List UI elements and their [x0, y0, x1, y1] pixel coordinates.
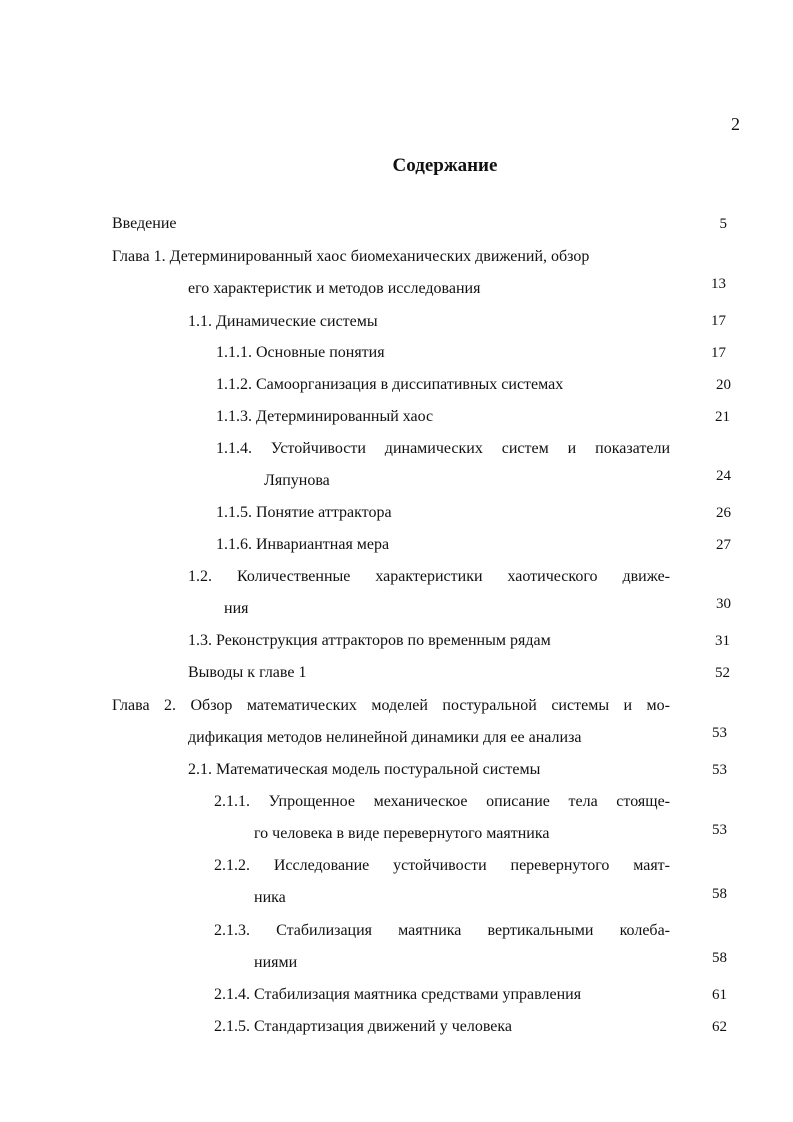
- toc-page-1-2: 30: [716, 596, 731, 612]
- toc-entry-1-1-6: 1.1.6. Инвариантная мера: [216, 536, 390, 553]
- toc-page-2-1: 53: [712, 762, 727, 778]
- toc-entry-chapter-1: Глава 1. Детерминированный хаос биомеханических движений, обзор: [112, 248, 590, 265]
- toc-page-1-1-1: 17: [711, 345, 726, 361]
- toc-entry-intro: Введение: [112, 215, 177, 232]
- toc-entry-1-3: 1.3. Реконструкция аттракторов по временным рядам: [188, 632, 551, 649]
- toc-entry-1-2: 1.2. Количественные характеристики хаотического движе-: [188, 568, 670, 585]
- toc-page-intro: 5: [719, 216, 727, 232]
- toc-entry-chapter-2: Глава 2. Обзор математических моделей постуральной системы и мо-: [112, 697, 670, 714]
- toc-entry-1-1-5: 1.1.5. Понятие аттрактора: [216, 504, 392, 521]
- toc-entry-2-1-1: 2.1.1. Упрощенное механическое описание тела стояще-: [214, 793, 670, 810]
- toc-page-1-1-5: 26: [716, 505, 731, 521]
- toc-page-1-1-2: 20: [716, 377, 731, 393]
- toc-entry-1-1: 1.1. Динамические системы: [188, 313, 378, 330]
- page-number: 2: [731, 114, 740, 134]
- toc-page-2-1-2: 58: [712, 886, 727, 902]
- toc-entry-1-1-4-cont: Ляпунова: [264, 472, 330, 489]
- toc-entry-1-1-1: 1.1.1. Основные понятия: [216, 344, 385, 361]
- toc-page-1-1-3: 21: [715, 409, 730, 425]
- toc-page-2-1-1: 53: [712, 822, 727, 838]
- toc-page-1-1-4: 24: [716, 468, 731, 484]
- toc-entry-1-2-cont: ния: [224, 600, 249, 617]
- toc-page-2-1-4: 61: [712, 987, 727, 1003]
- toc-entry-2-1-4: 2.1.4. Стабилизация маятника средствами управления: [214, 986, 582, 1003]
- toc-page-1-1: 17: [711, 313, 726, 329]
- toc-entry-2-1-1-cont: го человека в виде перевернутого маятника: [254, 825, 550, 842]
- toc-entry-1-1-2: 1.1.2. Самоорганизация в диссипативных системах: [216, 376, 564, 393]
- toc-entry-chapter-1-cont: его характеристик и методов исследования: [188, 280, 481, 297]
- toc-entry-1-1-3: 1.1.3. Детерминированный хаос: [216, 408, 434, 425]
- toc-title: Содержание: [392, 155, 498, 176]
- toc-entry-2-1-2-cont: ника: [254, 889, 286, 906]
- toc-entry-2-1: 2.1. Математическая модель постуральной системы: [188, 761, 541, 778]
- toc-page-chapter-1: 13: [711, 276, 726, 292]
- toc-entry-1-1-4: 1.1.4. Устойчивости динамических систем и показатели: [216, 440, 670, 457]
- toc-entry-conclusions-1: Выводы к главе 1: [188, 664, 307, 681]
- toc-page-2-1-5: 62: [712, 1019, 727, 1035]
- toc-entry-2-1-2: 2.1.2. Исследование устойчивости перевернутого маят-: [214, 857, 670, 874]
- toc-page-2-1-3: 58: [712, 950, 727, 966]
- toc-page-conclusions-1: 52: [715, 665, 730, 681]
- toc-entry-2-1-3: 2.1.3. Стабилизация маятника вертикальными колеба-: [214, 922, 670, 939]
- toc-entry-chapter-2-cont: дификация методов нелинейной динамики для ее анализа: [188, 729, 582, 746]
- toc-page-chapter-2: 53: [712, 725, 727, 741]
- toc-entry-2-1-3-cont: ниями: [254, 954, 298, 971]
- toc-page-1-1-6: 27: [716, 537, 731, 553]
- toc-page-1-3: 31: [715, 633, 730, 649]
- toc-entry-2-1-5: 2.1.5. Стандартизация движений у человека: [214, 1018, 513, 1035]
